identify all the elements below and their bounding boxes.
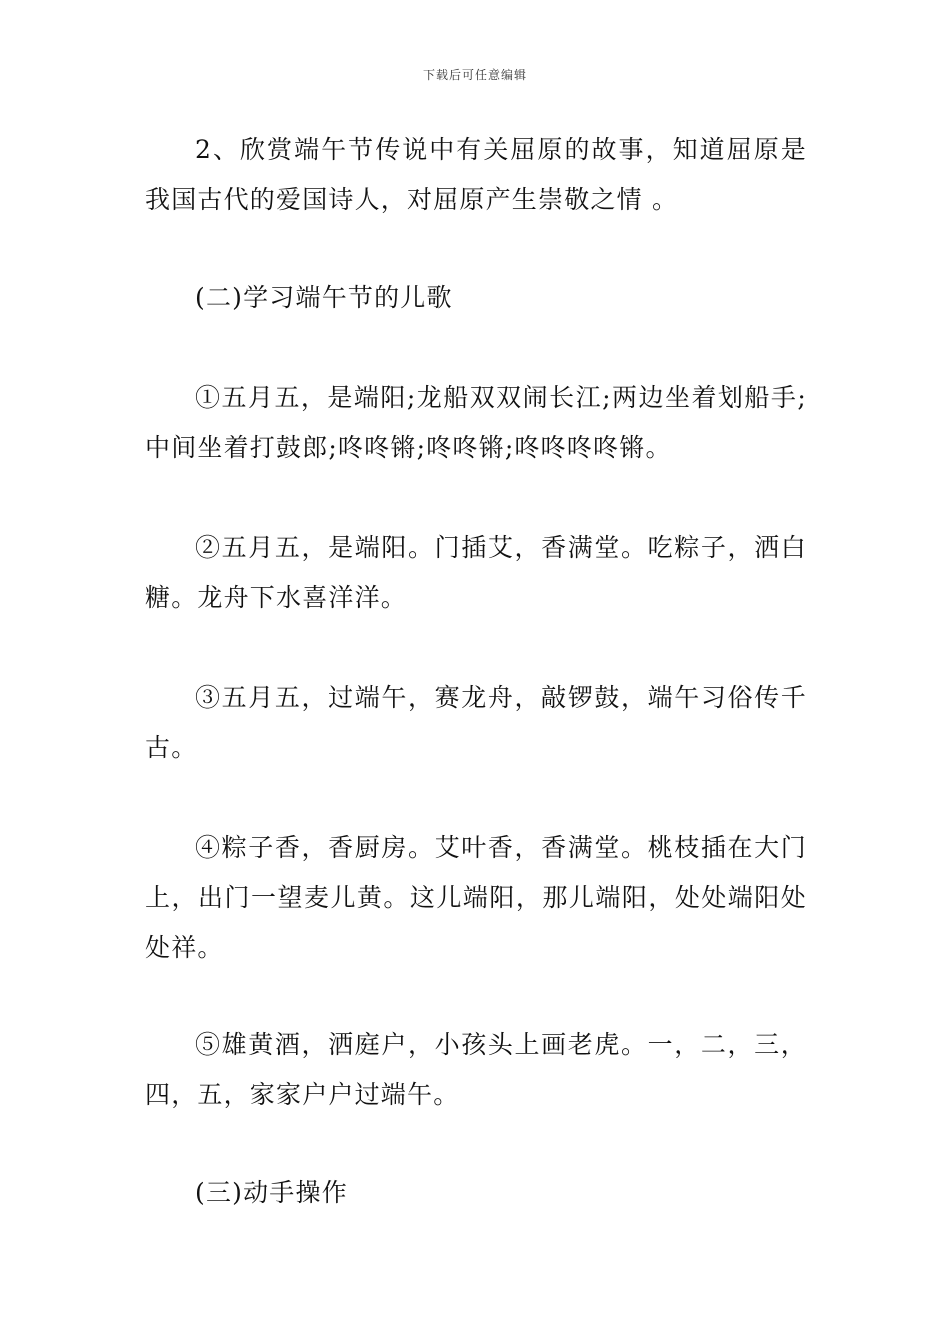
song-text: ②五月五，是端阳。门插艾，香满堂。吃粽子，洒白糖。龙舟下水喜洋洋。 — [145, 533, 807, 612]
page-header: 下载后可任意编辑 — [422, 68, 527, 82]
song-text: ①五月五，是端阳;龙船双双闹长江;两边坐着划船手;中间坐着打鼓郎;咚咚锵;咚咚锵;咚咚咚咚锵。 — [145, 383, 807, 462]
paragraph-qu-yuan-story — [145, 125, 807, 225]
song-text: ④粽子香，香厨房。艾叶香，香满堂。桃枝插在大门上，出门一望麦儿黄。这儿端阳，那儿端阳，处处端阳处处祥。 — [145, 833, 807, 962]
song-4 — [145, 823, 807, 973]
section-heading-children-songs — [145, 273, 807, 323]
song-3 — [145, 673, 807, 773]
song-1 — [145, 373, 807, 473]
section-heading-hands-on — [145, 1168, 807, 1218]
song-text: ⑤雄黄酒，洒庭户，小孩头上画老虎。一，二，三，四，五，家家户户过端午。 — [145, 1030, 807, 1109]
paragraph-text: 2、欣赏端午节传说中有关屈原的故事，知道屈原是我国古代的爱国诗人，对屈原产生崇敬之情 。 — [145, 135, 807, 214]
section-heading-text: (三)动手操作 — [195, 1178, 348, 1207]
song-text: ③五月五，过端午，赛龙舟，敲锣鼓，端午习俗传千古。 — [145, 683, 807, 762]
section-heading-text: (二)学习端午节的儿歌 — [195, 283, 453, 312]
song-5 — [145, 1020, 807, 1120]
song-2 — [145, 523, 807, 623]
